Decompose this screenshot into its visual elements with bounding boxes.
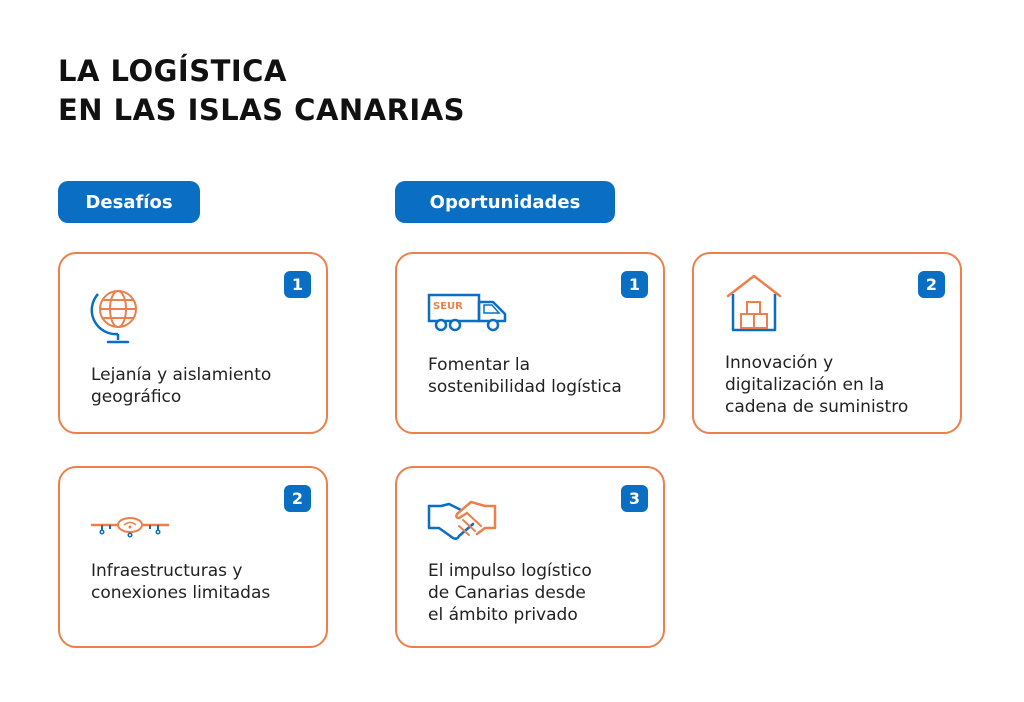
- opportunity-card-1: [395, 252, 665, 434]
- globe-icon: [90, 282, 146, 348]
- challenges-section-label: Desafíos: [58, 181, 200, 223]
- card-text: Fomentar la sostenibilidad logística: [428, 355, 622, 397]
- number-badge: 1: [284, 271, 311, 298]
- page-title: [58, 52, 465, 130]
- handshake-icon: [427, 496, 497, 542]
- challenge-card-1: [58, 252, 328, 434]
- card-text: Lejanía y aislamiento geográfico: [91, 365, 272, 407]
- card-text: Innovación y digitalización en la cadena de suministro: [725, 353, 909, 417]
- warehouse-icon: [724, 272, 784, 334]
- number-badge: 3: [621, 485, 648, 512]
- truck-icon: [427, 292, 511, 334]
- challenge-card-2: [58, 466, 328, 648]
- page-title-line-2: EN LAS ISLAS CANARIAS: [58, 93, 466, 127]
- airplane-icon: [90, 510, 170, 544]
- card-text: Infraestructuras y conexiones limitadas: [91, 561, 271, 603]
- number-badge: 2: [284, 485, 311, 512]
- page-title-line-1: LA LOGÍSTICA: [58, 54, 287, 88]
- opportunity-card-2: [692, 252, 962, 434]
- number-badge: 1: [621, 271, 648, 298]
- opportunity-card-3: [395, 466, 665, 648]
- seur-logo: SEUR: [433, 301, 463, 312]
- opportunities-section-label: Oportunidades: [395, 181, 615, 223]
- card-text: El impulso logístico de Canarias desde el ámbito privado: [428, 561, 592, 625]
- number-badge: 2: [918, 271, 945, 298]
